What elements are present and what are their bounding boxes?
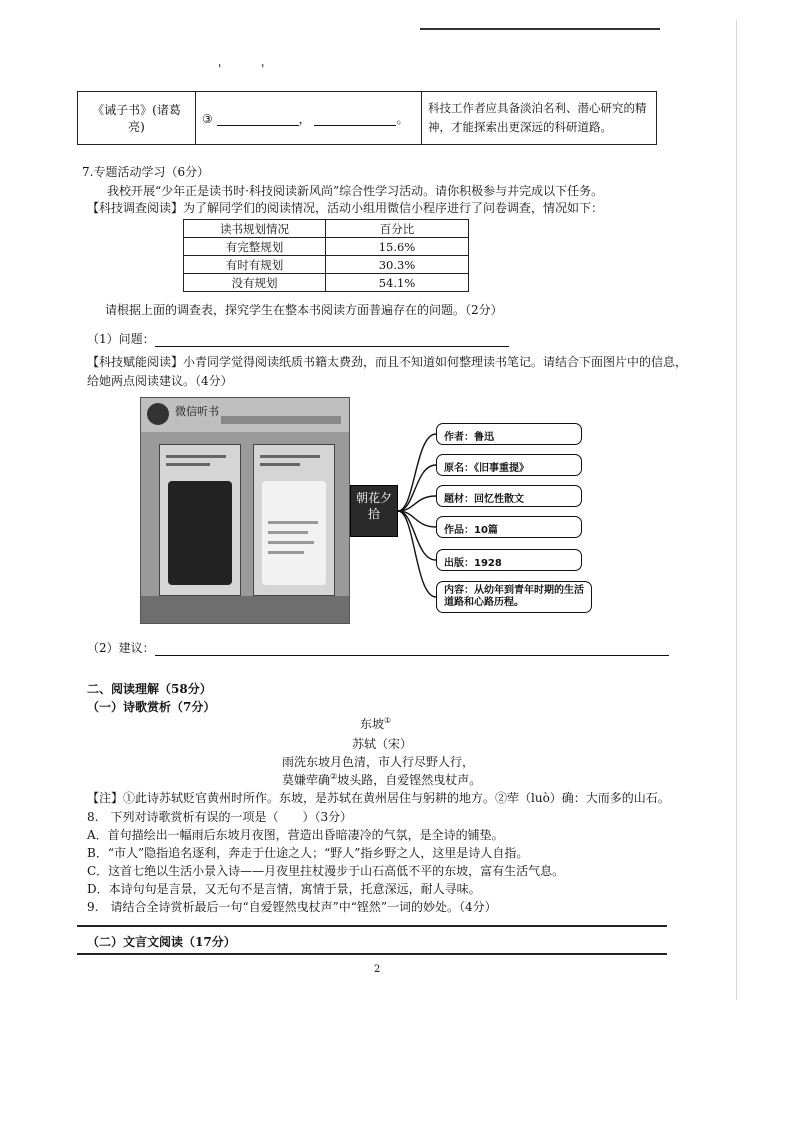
poem-line-2-mark: ② — [330, 772, 338, 781]
survey-table — [183, 219, 469, 292]
connector-line — [398, 434, 436, 511]
fill-blank-cell — [196, 92, 422, 145]
header-cell: 读书规划情况 — [184, 220, 326, 238]
connector-line — [398, 511, 436, 597]
mindmap-node-works: 作品：10篇 — [436, 516, 582, 538]
page-number: 2 — [374, 964, 381, 975]
blank-marker: ③ — [202, 111, 213, 126]
question-8: 8. 下列对诗歌赏析有误的一项是（ ）（3分） — [87, 810, 353, 824]
connector-line — [398, 465, 436, 511]
poem-line-2a: 莫嫌荦确 — [282, 773, 331, 787]
fold-line — [736, 20, 737, 1000]
question-9: 9. 请结合全诗赏析最后一句“自爱铿然曳杖声”中“铿然”一词的妙处。（4分） — [87, 900, 497, 914]
q7-title: 7.专题活动学习（6分） — [82, 165, 210, 179]
section-divider — [77, 953, 667, 955]
poem-line-1: 雨洗东坡月色清，市人行尽野人行， — [282, 755, 475, 769]
empower-line-1: 【科技赋能阅读】小青同学觉得阅读纸质书籍太费劲，而且不知道如何整理读书笔记。请结合下面图片中的信息， — [87, 355, 688, 369]
suggestion-answer-line[interactable] — [155, 641, 669, 656]
table-cell: 30.3% — [326, 256, 469, 274]
problem-line — [87, 331, 509, 347]
table-cell: 54.1% — [326, 274, 469, 292]
period: 。 — [396, 111, 409, 126]
suggestion-label: （2）建议： — [87, 641, 155, 655]
table-row — [184, 238, 469, 256]
empower-line-2: 给她两点阅读建议。（4分） — [87, 374, 233, 388]
survey-question: 请根据上面的调查表，探究学生在整本书阅读方面普遍存在的问题。（2分） — [105, 303, 503, 317]
poem-line-2 — [282, 771, 481, 788]
poem-title-text: 东坡 — [360, 717, 385, 731]
table-row — [78, 92, 657, 145]
table-row — [184, 274, 469, 292]
option-c: C．这首七绝以生活小景入诗——月夜里拄杖漫步于山石高低不平的东坡，富有生活气息。 — [87, 864, 565, 878]
poem-line-2b: 坡头路，自爱铿然曳杖声。 — [337, 773, 482, 787]
mindmap-node-original-title: 原名：《旧事重提》 — [436, 454, 582, 476]
poem-author: 苏轼（宋） — [352, 737, 413, 751]
table-row — [184, 220, 469, 238]
answer-blank-2[interactable] — [314, 113, 396, 126]
option-d: D．本诗句句是言景，又无句不是言情，寓情于景，托意深远，耐人寻味。 — [87, 882, 481, 896]
comma: ， — [298, 111, 311, 126]
connector-line — [398, 511, 436, 560]
poetry-section-title: （一）诗歌赏析（7分） — [87, 700, 216, 714]
scan-marks: ' ' — [218, 62, 283, 76]
option-b: B．“市人”隐指追名逐利，奔走于仕途之人；“野人”指乡野之人，这里是诗人自指。 — [87, 846, 529, 860]
header-cell: 百分比 — [326, 220, 469, 238]
poem-title-mark: ① — [384, 716, 392, 725]
poem-note: 【注】①此诗苏轼贬官黄州时所作。东坡，是苏轼在黄州居住与躬耕的地方。②荦（luò）确：大而多的山石。 — [87, 791, 670, 805]
book-cell: 《诫子书》(诸葛亮) — [78, 92, 196, 145]
suggestion-line — [87, 640, 669, 656]
problem-label: （1）问题： — [87, 332, 155, 346]
problem-answer-line[interactable] — [155, 332, 509, 347]
poem-title — [360, 715, 391, 732]
survey-intro: 【科技调查阅读】为了解同学们的阅读情况，活动小组用微信小程序进行了问卷调查，情况如下： — [87, 201, 604, 215]
mindmap-node-published: 出版：1928 — [436, 549, 582, 571]
table-cell: 有时有规划 — [184, 256, 326, 274]
table-cell: 15.6% — [326, 238, 469, 256]
scan-edge-line — [420, 28, 660, 30]
mindmap-node-content: 内容：从幼年到青年时期的生活道路和心路历程。 — [436, 581, 592, 613]
note-cell: 科技工作者应具备淡泊名利、潜心研究的精神，才能探索出更深远的科研道路。 — [422, 92, 657, 145]
table-cell: 有完整规划 — [184, 238, 326, 256]
app-title: 微信听书 — [175, 405, 219, 418]
reference-table — [77, 91, 657, 145]
q7-intro: 我校开展“少年正是读书时·科技阅读新风尚”综合性学习活动。请你积极参与并完成以下任务。 — [107, 184, 604, 198]
section2-title: 二、阅读理解（58分） — [87, 682, 212, 696]
mindmap-center: 朝花夕拾 — [350, 485, 398, 537]
mindmap-node-author: 作者：鲁迅 — [436, 423, 582, 445]
table-row — [184, 256, 469, 274]
classical-section-title: （二）文言文阅读（17分） — [87, 935, 236, 949]
answer-blank-1[interactable] — [217, 113, 299, 126]
mindmap-node-genre: 题材：回忆性散文 — [436, 485, 582, 507]
option-a: A．首句描绘出一幅雨后东坡月夜图，营造出昏暗凄冷的气氛，是全诗的铺垫。 — [87, 828, 504, 842]
table-cell: 没有规划 — [184, 274, 326, 292]
app-mindmap-figure — [140, 397, 618, 622]
section-divider — [77, 925, 667, 927]
